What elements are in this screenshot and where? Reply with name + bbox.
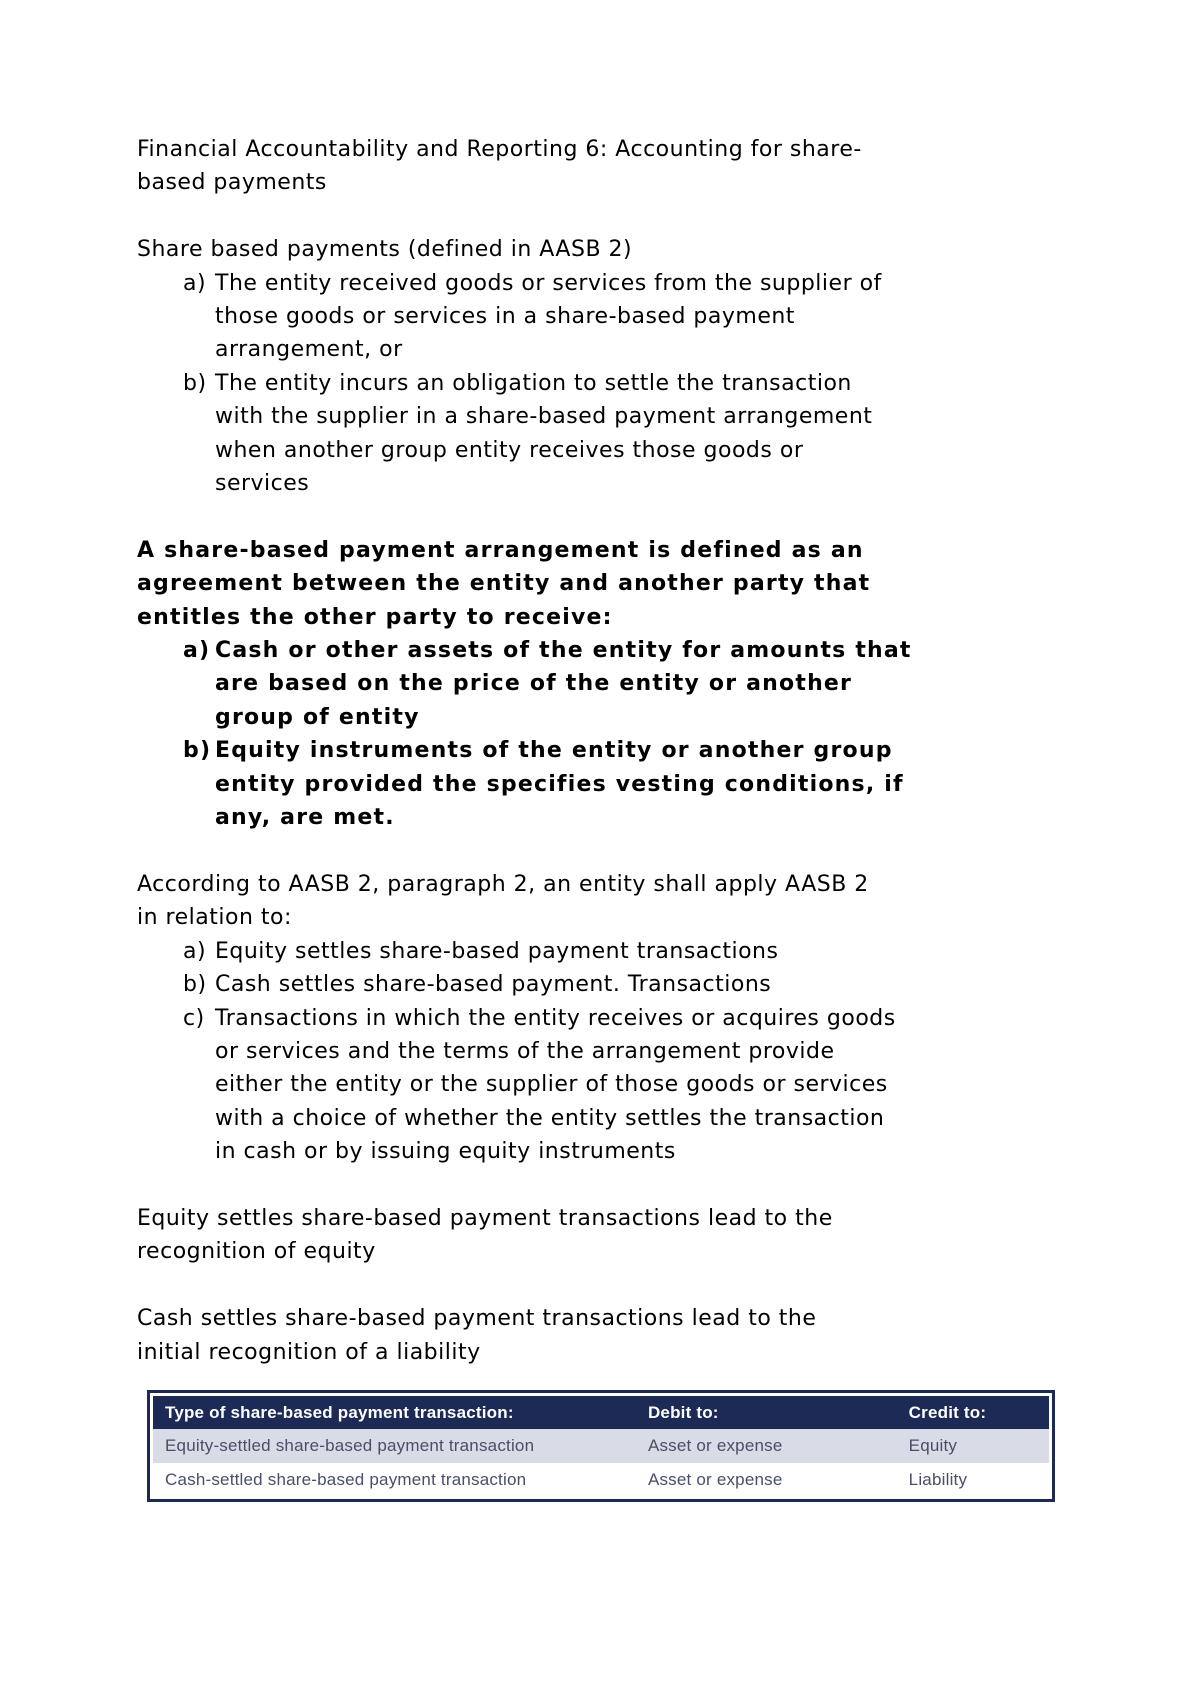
table-row-cash-settled <box>153 1463 1049 1496</box>
list-marker: b) <box>183 972 207 998</box>
title-line: based payments <box>137 170 327 196</box>
title-line: Financial Accountability and Reporting 6: Accounting for share- <box>137 137 862 162</box>
list-line: any, are met. <box>215 805 395 831</box>
list-line: either the entity or the supplier of those goods or services <box>215 1072 888 1098</box>
list-line: Transactions in which the entity receives or acquires goods <box>215 1005 896 1031</box>
paragraph-line: entitles the other party to receive: <box>137 604 613 630</box>
page-title <box>137 133 1077 200</box>
list-marker: b) <box>183 370 207 396</box>
paragraph-arrangement-definition <box>137 534 1077 634</box>
table-cell-debit: Asset or expense <box>636 1463 897 1496</box>
list-line: Cash or other assets of the entity for amounts that <box>215 638 912 664</box>
list-line: Equity instruments of the entity or another group <box>215 738 893 764</box>
list-line: The entity received goods or services from the supplier of <box>215 270 882 296</box>
paragraph-line: According to AASB 2, paragraph 2, an entity shall apply AASB 2 <box>137 871 869 897</box>
table-header-credit: Credit to: <box>897 1396 1049 1429</box>
table-cell-type: Cash-settled share-based payment transaction <box>153 1463 636 1496</box>
document-content <box>137 133 1077 1502</box>
list-line: group of entity <box>215 704 420 730</box>
table-cell-debit: Asset or expense <box>636 1429 897 1462</box>
list-line: are based on the price of the entity or another <box>215 671 853 697</box>
list-line: or services and the terms of the arrangement provide <box>215 1038 835 1064</box>
table-cell-credit: Equity <box>897 1429 1049 1462</box>
list-item-application-a <box>137 935 1077 968</box>
list-marker: a) <box>183 938 207 964</box>
list-item-definition-b <box>137 367 1077 501</box>
table-cell-credit: Liability <box>897 1463 1049 1496</box>
table-header-row <box>153 1396 1049 1429</box>
paragraph-line: A share-based payment arrangement is defined as an <box>137 537 864 563</box>
paragraph-line: Cash settles share-based payment transactions lead to the <box>137 1306 817 1332</box>
list-line: arrangement, or <box>215 337 403 363</box>
list-line: Equity settles share-based payment transactions <box>215 938 779 964</box>
list-marker: c) <box>183 1005 205 1031</box>
sbp-table <box>153 1396 1049 1496</box>
paragraph-line: recognition of equity <box>137 1239 376 1265</box>
table-header-type: Type of share-based payment transaction: <box>153 1396 636 1429</box>
paragraph-line: in relation to: <box>137 905 292 931</box>
paragraph-line: Equity settles share-based payment transactions lead to the <box>137 1205 833 1231</box>
list-line: with the supplier in a share-based payment arrangement <box>215 404 873 430</box>
table-cell-type: Equity-settled share-based payment transaction <box>153 1429 636 1462</box>
list-item-arrangement-a <box>137 634 1077 734</box>
table-row-equity-settled <box>153 1429 1049 1462</box>
list-item-arrangement-b <box>137 734 1077 834</box>
list-item-text <box>215 935 778 968</box>
list-item-application-c <box>137 1002 1077 1169</box>
list-item-text <box>215 968 771 1001</box>
list-item-application-b <box>137 968 1077 1001</box>
paragraph-aasb-application <box>137 868 1077 935</box>
paragraph-share-based-intro <box>137 233 1077 266</box>
list-item-definition-a <box>137 267 1077 367</box>
table-header-debit: Debit to: <box>636 1396 897 1429</box>
paragraph-cash-settled <box>137 1302 1077 1369</box>
list-line: The entity incurs an obligation to settle the transaction <box>215 370 852 396</box>
sbp-transactions-table <box>147 1390 1055 1502</box>
list-line: in cash or by issuing equity instruments <box>215 1139 676 1165</box>
paragraph-equity-settled <box>137 1202 1077 1269</box>
list-item-text <box>215 634 912 734</box>
list-marker: b) <box>183 738 212 764</box>
list-line: Cash settles share-based payment. Transactions <box>215 972 772 998</box>
list-marker: a) <box>183 638 211 664</box>
paragraph-line: Share based payments (defined in AASB 2) <box>137 237 633 263</box>
list-marker: a) <box>183 270 207 296</box>
paragraph-line: initial recognition of a liability <box>137 1339 481 1365</box>
list-item-text <box>215 367 872 501</box>
list-item-text <box>215 734 904 834</box>
list-item-text <box>215 267 882 367</box>
list-line: with a choice of whether the entity settles the transaction <box>215 1105 885 1131</box>
list-item-text <box>215 1002 896 1169</box>
list-line: services <box>215 471 310 497</box>
list-line: entity provided the specifies vesting conditions, if <box>215 771 904 797</box>
paragraph-line: agreement between the entity and another party that <box>137 571 871 597</box>
list-line: those goods or services in a share-based payment <box>215 304 795 330</box>
list-line: when another group entity receives those goods or <box>215 437 804 463</box>
